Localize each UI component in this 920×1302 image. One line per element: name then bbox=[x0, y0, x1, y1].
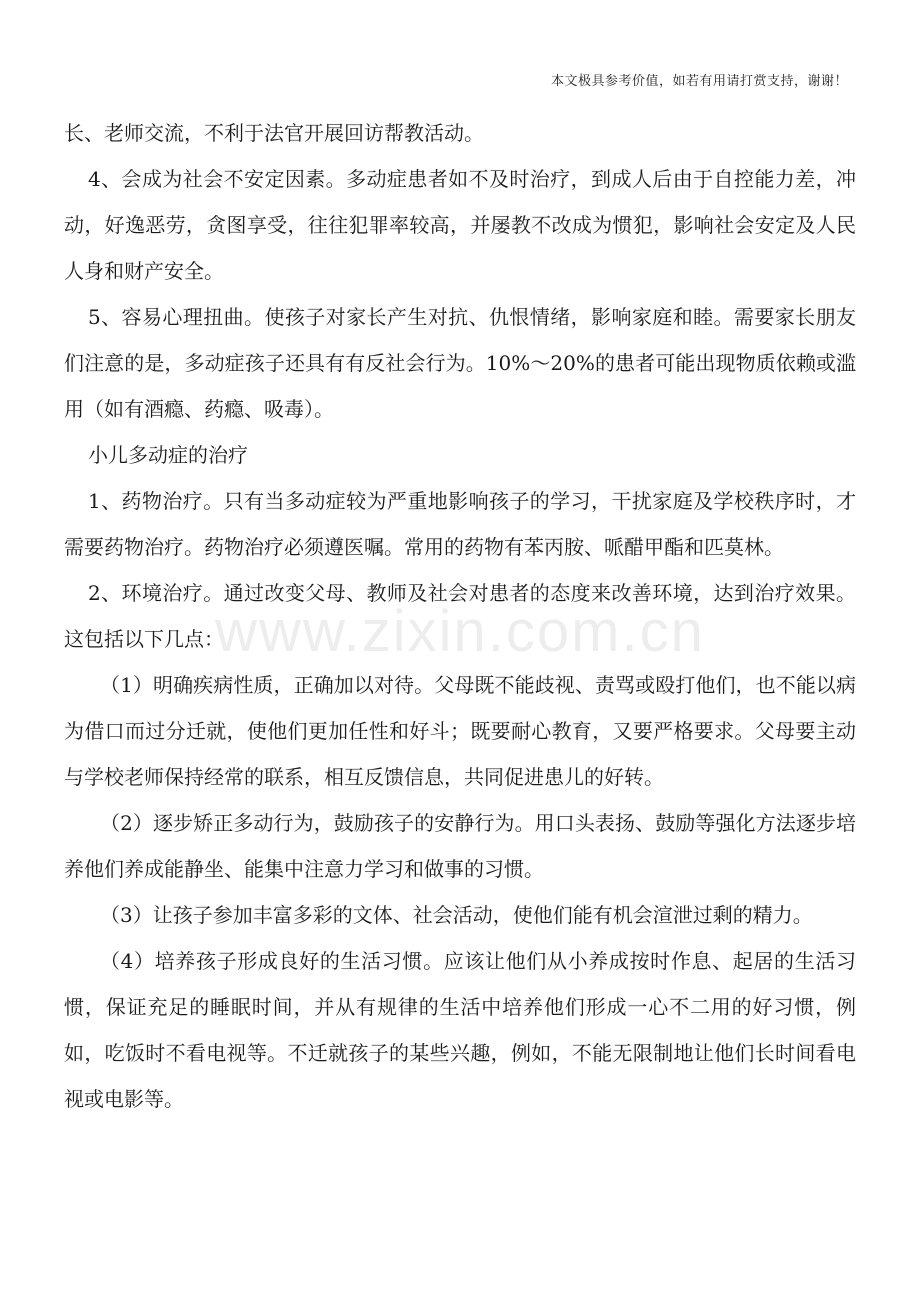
header-note: 本文极具参考价值，如若有用请打赏支持，谢谢！ bbox=[550, 74, 848, 89]
paragraph: 2、环境治疗。通过改变父母、教师及社会对患者的态度来改善环境，达到治疗效果。这包括以下几点： bbox=[64, 581, 856, 651]
section-heading: 小儿多动症的治疗 bbox=[88, 443, 248, 467]
document-body bbox=[64, 110, 856, 1122]
list-item: （4）培养孩子形成良好的生活习惯。应该让他们从小养成按时作息、起居的生活习惯，保证充足的睡眠时间，并从有规律的生活中培养他们形成一心不二用的好习惯，例如，吃饭时不看电视等。不迁就孩子的某些兴趣，例如，不能无限制地让他们长时间看电视或电影等。 bbox=[64, 949, 856, 1111]
list-item: （1）明确疾病性质，正确加以对待。父母既不能歧视、责骂或殴打他们，也不能以病为借口而过分迁就，使他们更加任性和好斗；既要耐心教育，又要严格要求。父母要主动与学校老师保持经常的联系，相互反馈信息，共同促进患儿的好转。 bbox=[64, 673, 856, 789]
watermark: www.zixin.com.cn bbox=[215, 599, 705, 664]
paragraph: 1、药物治疗。只有当多动症较为严重地影响孩子的学习，干扰家庭及学校秩序时，才需要药物治疗。药物治疗必须遵医嘱。常用的药物有苯丙胺、哌醋甲酯和匹莫林。 bbox=[64, 489, 856, 559]
paragraph: 5、容易心理扭曲。使孩子对家长产生对抗、仇恨情绪，影响家庭和睦。需要家长朋友们注意的是，多动症孩子还具有有反社会行为。10%～20%的患者可能出现物质依赖或滥用（如有酒瘾、药瘾、吸毒）。 bbox=[64, 305, 856, 421]
paragraph: 长、老师交流，不利于法官开展回访帮教活动。 bbox=[64, 121, 484, 145]
list-item: （3）让孩子参加丰富多彩的文体、社会活动，使他们能有机会渲泄过剩的精力。 bbox=[100, 903, 813, 927]
list-item: （2）逐步矫正多动行为，鼓励孩子的安静行为。用口头表扬、鼓励等强化方法逐步培养他们养成能静坐、能集中注意力学习和做事的习惯。 bbox=[64, 811, 856, 881]
paragraph: 4、会成为社会不安定因素。多动症患者如不及时治疗，到成人后由于自控能力差，冲动，好逸恶劳，贪图享受，往往犯罪率较高，并屡教不改成为惯犯，影响社会安定及人民人身和财产安全。 bbox=[64, 167, 856, 283]
